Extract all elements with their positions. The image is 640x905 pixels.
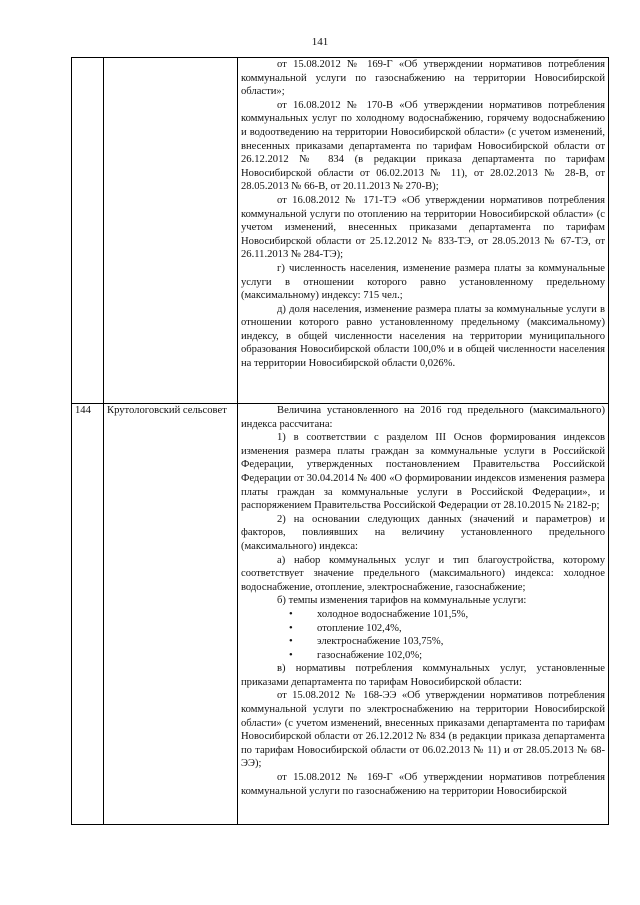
list-item: • холодное водоснабжение 101,5%, <box>303 608 605 622</box>
paragraph: в) нормативы потребления коммунальных услуг, установленные приказами департамента по тарифам Новосибирской области: <box>241 663 605 688</box>
municipality-name-cell <box>104 58 238 404</box>
municipality-name-cell: Крутологовский сельсовет <box>104 404 238 825</box>
paragraph: от 16.08.2012 № 171-ТЭ «Об утверждении нормативов потребления коммунальной услуги по отоплению на территории Новосибирской области» (с учетом изменений, внесенных приказами департамента по тарифам Новосибирской области от 25.12.2012 № 833-ТЭ, от 28.05.2013 № 67-ТЭ, от 26.11.2013 № 284-ТЭ); <box>241 194 605 261</box>
row-number-cell: 144 <box>72 404 104 825</box>
paragraph: 1) в соответствии с разделом III Основ формирования индексов изменения размера платы граждан за коммунальные услуги в Российской Федерации, утвержденных постановлением Правительства Российской Федерации от 30.04.2014 № 400 «О формировании индексов изменения размера платы граждан за коммунальные услуги в Российской Федерации», и распоряжением Правительства Российской Федерации от 28.10.2015 № 2182-р; <box>241 432 605 512</box>
paragraph: от 15.08.2012 № 169-Г «Об утверждении нормативов потребления коммунальной услуги по газоснабжению на территории Новосибирской <box>241 772 605 797</box>
paragraph: от 15.08.2012 № 168-ЭЭ «Об утверждении нормативов потребления коммунальной услуги по электроснабжению на территории Новосибирской области» (с учетом изменений, внесенных приказами департамента по тарифам Новосибирской области от 26.12.2012 № 834 (в редакции приказа департамента по тарифам Новосибирской области от 06.02.2013 № 11) и от 28.05.2013 № 68-ЭЭ); <box>241 690 605 770</box>
row-number-cell <box>72 58 104 404</box>
paragraph: д) доля населения, изменение размера платы за коммунальные услуги в отношении которого равно установленному предельному (максимальному) индексу, в общей численности населения на территории муниципального образования Новосибирской области 100,0% и в общей численности населения на территории Новосибирской области 0,026%. <box>241 303 605 370</box>
paragraph: а) набор коммунальных услуг и тип благоустройства, которому соответствует значение предельного (максимального) индекса: холодное водоснабжение, отопление, электроснабжение, газоснабжение; <box>241 554 605 593</box>
list-item: • отопление 102,4%, <box>303 622 605 636</box>
table-row <box>72 58 609 404</box>
paragraph: от 15.08.2012 № 169-Г «Об утверждении нормативов потребления коммунальной услуги по газоснабжению на территории Новосибирской области»; <box>241 59 605 98</box>
tariff-list <box>241 608 605 662</box>
paragraph: Величина установленного на 2016 год предельного (максимального) индекса рассчитана: <box>241 405 605 430</box>
list-item: • газоснабжение 102,0%; <box>303 649 605 663</box>
document-table <box>71 57 609 825</box>
table-row <box>72 404 609 825</box>
paragraph: г) численность населения, изменение размера платы за коммунальные услуги в отношении которого равно установленному предельному (максимальному) индексу: 715 чел.; <box>241 262 605 302</box>
description-cell <box>238 58 609 404</box>
paragraph: от 16.08.2012 № 170-В «Об утверждении нормативов потребления коммунальных услуг по холодному водоснабжению, горячему водоснабжению и водоотведению на территории Новосибирской области» (с учетом изменений, внесенных приказами департамента по тарифам Новосибирской области от 26.12.2012 № 834 (в редакции приказа департамента по тарифам Новосибирской области от 06.02.2013 № 11), от 28.02.2013 № 28-В, от 28.05.2013 № 66-В, от 20.11.2013 № 270-В); <box>241 99 605 193</box>
list-item: • электроснабжение 103,75%, <box>303 635 605 649</box>
paragraph: 2) на основании следующих данных (значений и параметров) и факторов, повлиявших на величину установленного предельного (максимального) индекса: <box>241 513 605 552</box>
page-number: 141 <box>311 36 329 48</box>
description-cell <box>238 404 609 825</box>
paragraph: б) темпы изменения тарифов на коммунальные услуги: <box>277 595 527 607</box>
